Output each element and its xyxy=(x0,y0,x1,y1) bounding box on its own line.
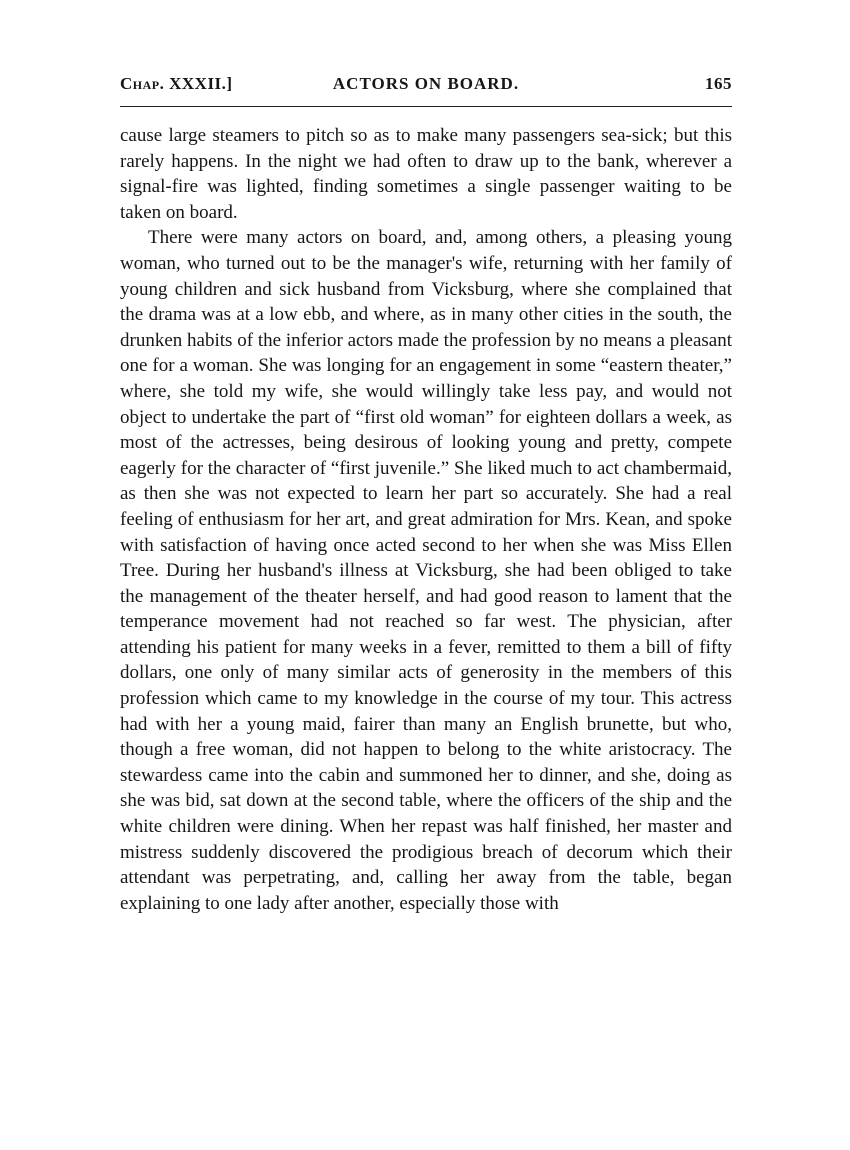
chapter-label: Chap. XXXII.] xyxy=(120,74,233,93)
body-text xyxy=(120,123,732,916)
paragraph-continued: cause large steamers to pitch so as to make many passengers sea-sick; but this rarely happens. In the night we had often to draw up to the bank, wherever a signal-fire was lighted, finding sometimes a single passenger waiting to be taken on board. xyxy=(120,125,732,223)
paragraph-actors: There were many actors on board, and, among others, a pleasing young woman, who turned out to be the manager's wife, returning with her family of young children and sick husband from Vicksburg, where she complained that the drama was at a low ebb, and where, as in many other cities in the south, the drunken habits of the inferior actors made the profession by no means a pleasant one for a woman. She was longing for an engagement in some “eastern theater,” where, she told my wife, she would willingly take less pay, and would not object to undertake the part of “first old woman” for eighteen dollars a week, as most of the actresses, being desirous of looking young and pretty, compete eagerly for the character of “first juvenile.” She liked much to act chambermaid, as then she was not expected to learn her part so accurately. She had a real feeling of enthusiasm for her art, and great admiration for Mrs. Kean, and spoke with satisfaction of having once acted second to her when she was Miss Ellen Tree. During her husband's illness at Vicksburg, she had been obliged to take the management of the theater herself, and had good reason to lament that the temperance movement had not reached so far west. The physician, after attending his patient for many weeks in a fever, remitted to them a bill of fifty dollars, one only of many similar acts of generosity in the members of this profession which came to my knowledge in the course of my tour. This actress had with her a young maid, fairer than many an English brunette, but who, though a free woman, did not happen to belong to the white aristocracy. The stewardess came into the cabin and summoned her to dinner, and she, doing as she was bid, sat down at the second table, where the officers of the ship and the white children were dining. When her repast was half finished, her master and mistress suddenly discovered the prodigious breach of decorum which their attendant was perpetrating, and, calling her away from the table, began explaining to one lady after another, especially those with xyxy=(120,227,732,914)
page-number: 165 xyxy=(705,74,732,93)
running-header xyxy=(120,70,732,96)
book-page xyxy=(120,70,732,916)
running-title: ACTORS ON BOARD. xyxy=(332,74,520,93)
header-rule xyxy=(120,106,732,107)
